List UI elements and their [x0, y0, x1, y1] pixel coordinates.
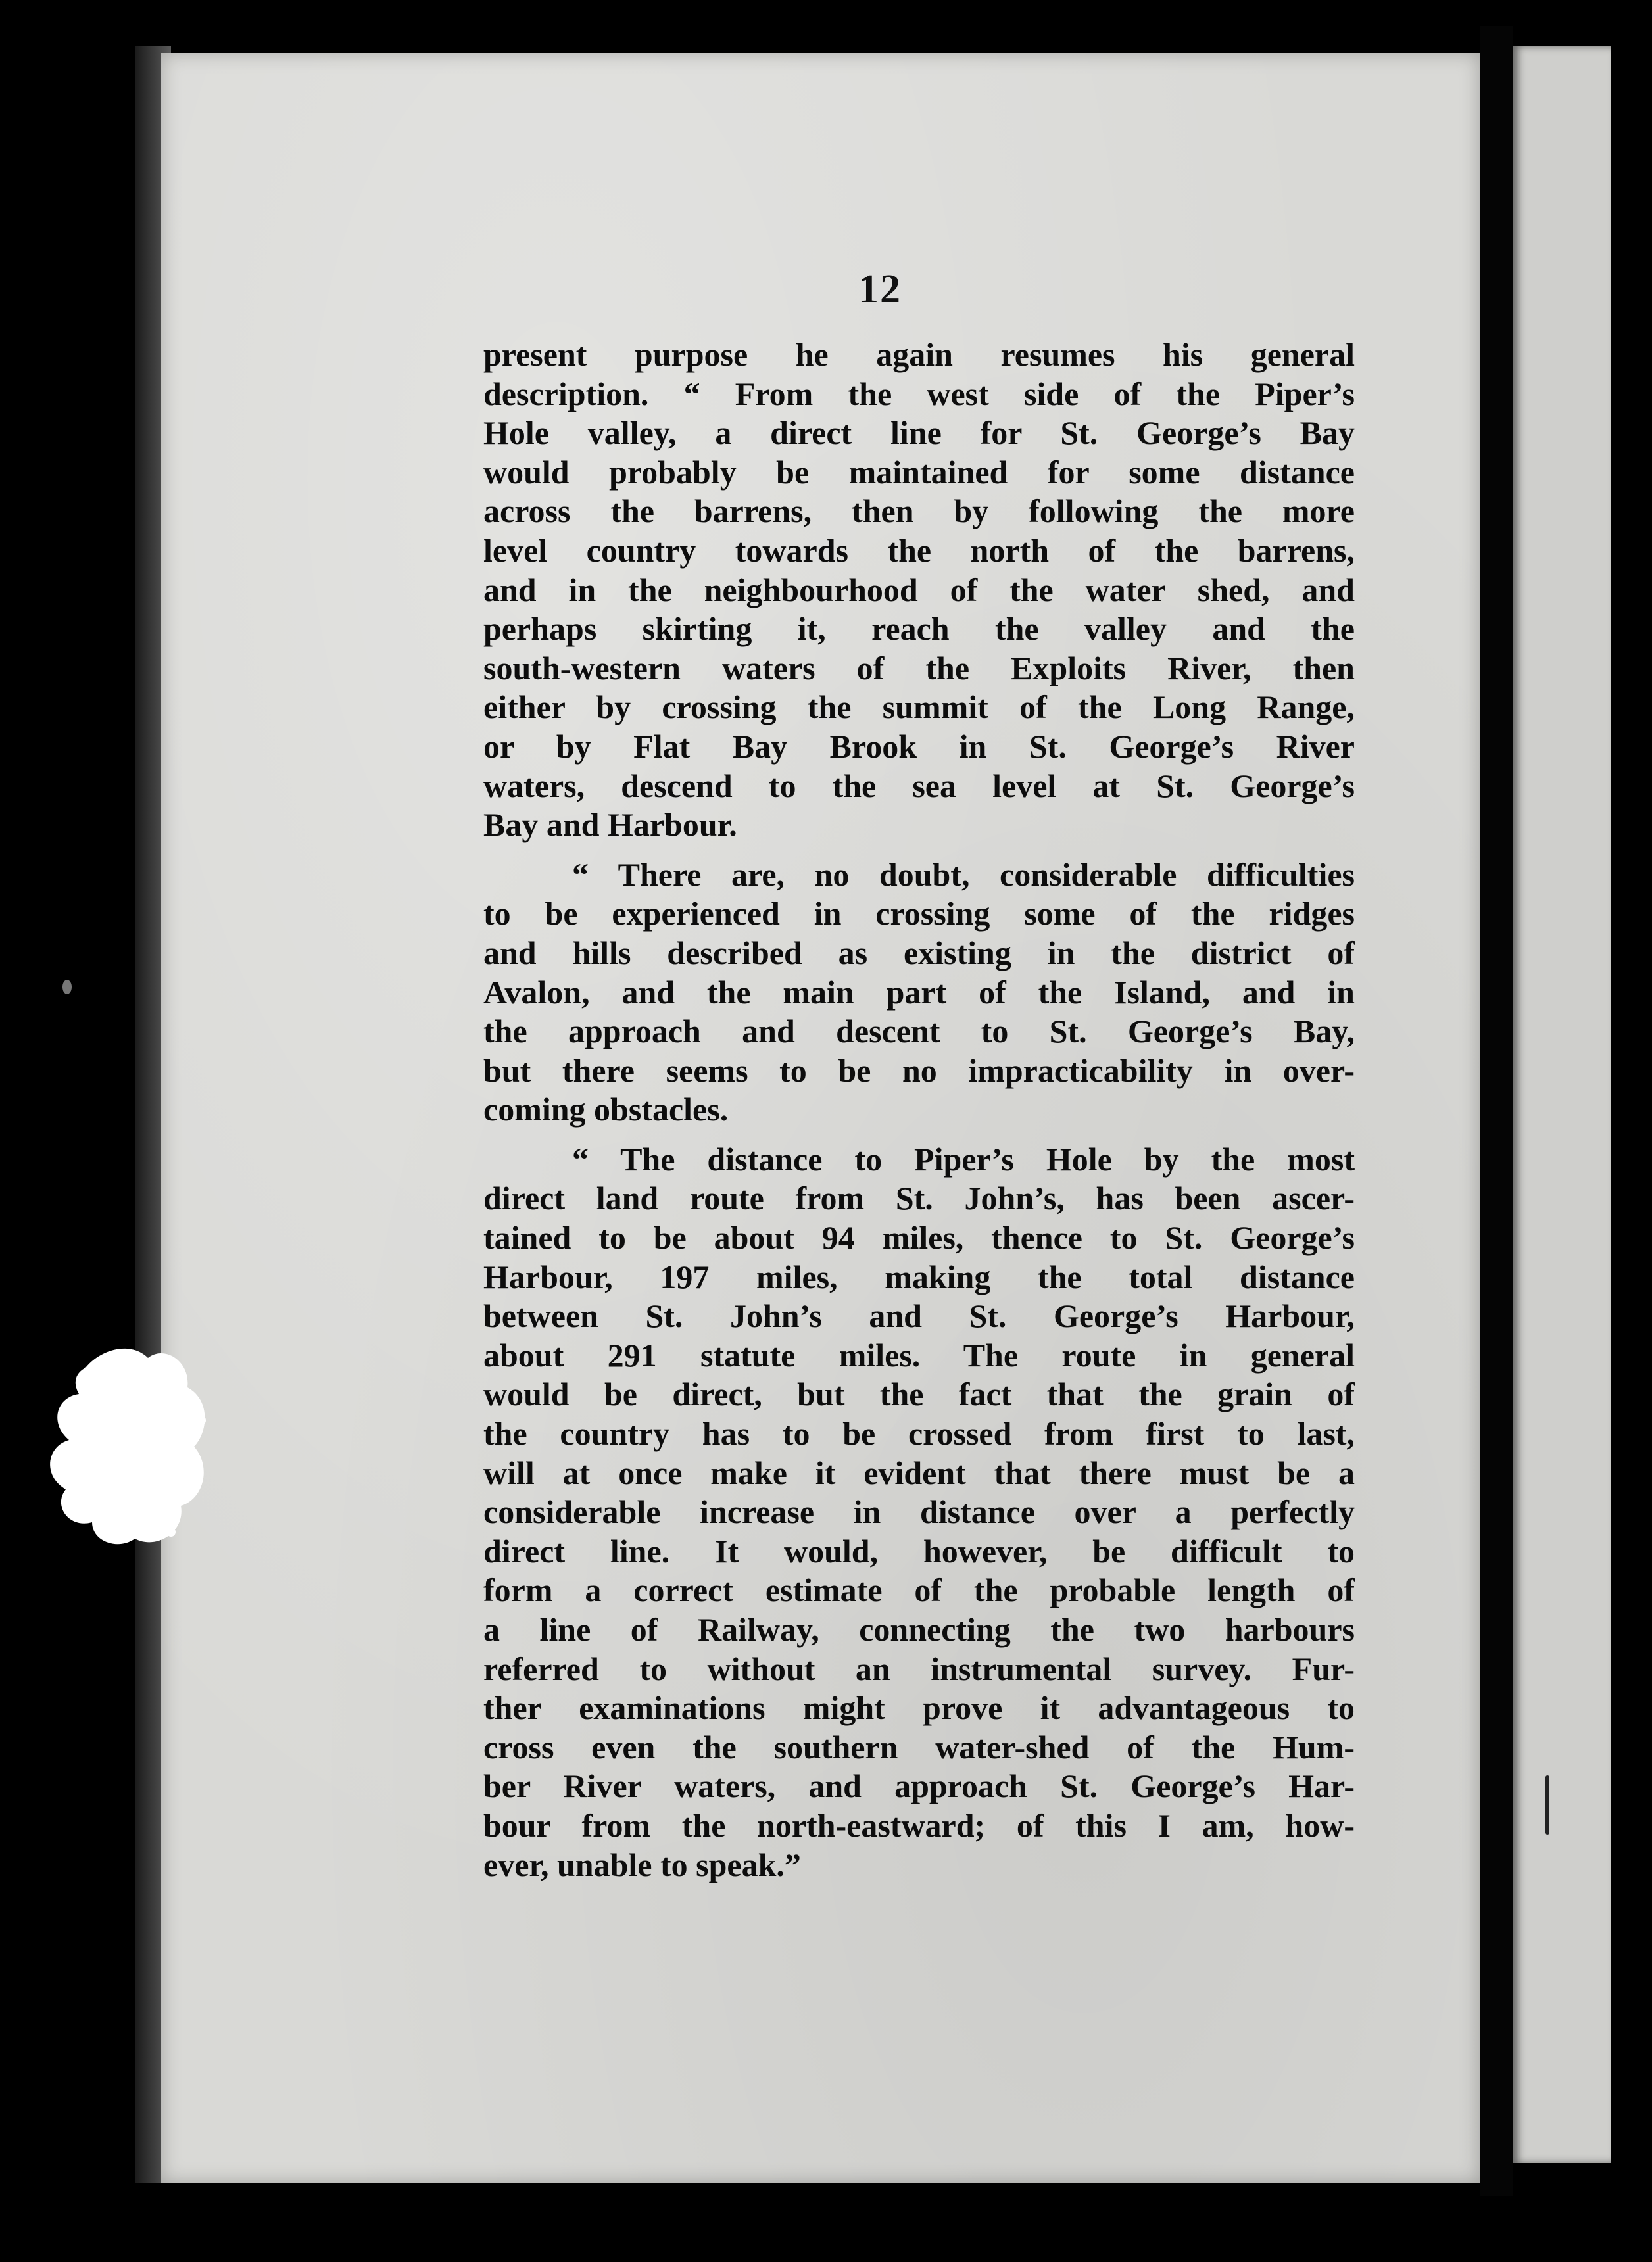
book-gutter: [1480, 26, 1513, 2196]
text-line: Avalon, and the main part of the Island, and in: [483, 973, 1355, 1011]
text-line: form a correct estimate of the probable length of: [483, 1572, 1355, 1609]
facing-page-edge: [1513, 46, 1611, 2163]
text-line: would probably be maintained for some distance: [483, 453, 1355, 491]
text-line: “ The distance to Piper’s Hole by the most: [572, 1140, 1355, 1178]
text-line: and hills described as existing in the district of: [483, 934, 1355, 971]
text-line: or by Flat Bay Brook in St. George’s River: [483, 727, 1355, 765]
text-line: across the barrens, then by following the more: [483, 493, 1355, 530]
text-line: south-western waters of the Exploits River, then: [483, 649, 1355, 686]
text-line: to be experienced in crossing some of the ridges: [483, 895, 1355, 932]
paper-damage-stain: [39, 1341, 217, 1552]
text-line: between St. John’s and St. George’s Harbour,: [483, 1297, 1355, 1335]
text-line: referred to without an instrumental survey. Fur-: [483, 1650, 1355, 1687]
text-line: direct line. It would, however, be difficult to: [483, 1532, 1355, 1570]
text-line: “ There are, no doubt, considerable difficulties: [572, 855, 1355, 893]
text-line: either by crossing the summit of the Long Range,: [483, 688, 1355, 726]
scan-speck: [62, 980, 72, 994]
page-number: 12: [858, 267, 902, 312]
text-line: ber River waters, and approach St. George’s Har-: [483, 1768, 1355, 1805]
paragraph: [483, 1140, 1355, 1885]
text-line: and in the neighbourhood of the water shed, and: [483, 571, 1355, 608]
text-line: direct land route from St. John’s, has been ascer-: [483, 1180, 1355, 1217]
text-line: perhaps skirting it, reach the valley and the: [483, 610, 1355, 648]
paragraph: [483, 335, 1355, 845]
text-line: Bay and Harbour.: [483, 806, 737, 844]
text-line: Harbour, 197 miles, making the total distance: [483, 1258, 1355, 1295]
scan-speck: [1545, 1775, 1549, 1835]
text-line: a line of Railway, connecting the two harbours: [483, 1611, 1355, 1648]
text-line: level country towards the north of the barrens,: [483, 531, 1355, 569]
paragraph: [483, 855, 1355, 1130]
text-line: but there seems to be no impracticability in over-: [483, 1051, 1355, 1089]
text-line: bour from the north-eastward; of this I am, how-: [483, 1806, 1355, 1844]
text-line: ever, unable to speak.”: [483, 1846, 801, 1883]
text-line: description. “ From the west side of the Piper’s: [483, 375, 1355, 412]
text-line: waters, descend to the sea level at St. George’s: [483, 767, 1355, 804]
text-line: tained to be about 94 miles, thence to St. George’s: [483, 1219, 1355, 1257]
body-text: [483, 335, 1355, 1895]
text-line: the approach and descent to St. George’s Bay,: [483, 1013, 1355, 1050]
text-line: cross even the southern water-shed of the Hum-: [483, 1728, 1355, 1766]
text-line: Hole valley, a direct line for St. George’s Bay: [483, 414, 1355, 452]
text-line: the country has to be crossed from first to last,: [483, 1415, 1355, 1453]
text-line: would be direct, but the fact that the grain of: [483, 1376, 1355, 1413]
text-line: coming obstacles.: [483, 1091, 729, 1128]
text-line: present purpose he again resumes his general: [483, 336, 1355, 373]
text-line: ther examinations might prove it advantageous to: [483, 1689, 1355, 1727]
text-line: about 291 statute miles. The route in general: [483, 1336, 1355, 1374]
text-line: will at once make it evident that there must be a: [483, 1454, 1355, 1491]
text-line: considerable increase in distance over a perfectly: [483, 1493, 1355, 1531]
